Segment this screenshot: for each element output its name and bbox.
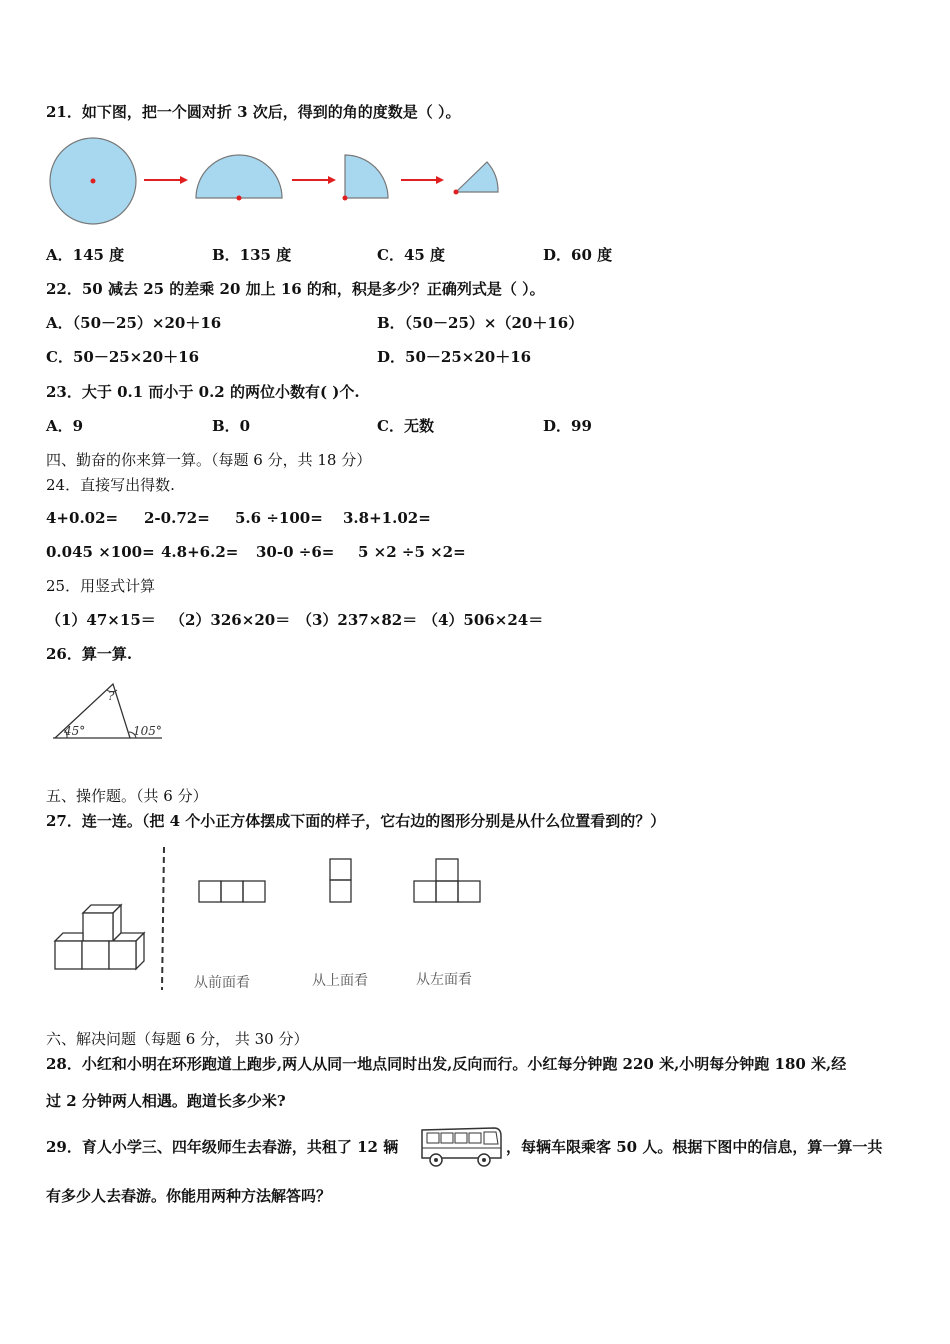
- q23-option-d[interactable]: D．99: [543, 417, 592, 435]
- q21-option-a[interactable]: A．145 度: [46, 246, 125, 264]
- center-dot: [454, 190, 459, 195]
- q26-stem: 26．算一算.: [46, 645, 133, 663]
- triangle-figure: [50, 680, 170, 742]
- q25-item: （2）326×20＝: [170, 611, 291, 629]
- q25-item: （3）237×82＝: [297, 611, 418, 629]
- bus-icon: [418, 1124, 504, 1170]
- center-dot: [237, 196, 242, 201]
- half-circle: [196, 155, 282, 198]
- q29-line1-end: ，每辆车限乘客 50 人。根据下图中的信息，算一算一共: [506, 1138, 883, 1156]
- view-label-left: 从左面看: [416, 972, 472, 988]
- q21-option-b[interactable]: B．135 度: [212, 246, 292, 264]
- cube-stack: [55, 905, 144, 969]
- q22-option-d[interactable]: D．50－25×20＋16: [377, 348, 532, 366]
- angle-45-label: 45°: [64, 724, 86, 738]
- circle-folding-figure: [46, 136, 506, 228]
- q25-stem: 25．用竖式计算: [46, 577, 156, 595]
- q22-stem: 22．50 减去 25 的差乘 20 加上 16 的和，积是多少？正确列式是（ ）。: [46, 280, 545, 298]
- q25-item: （1）47×15＝: [46, 611, 156, 629]
- q29-line1-start: 29．育人小学三、四年级师生去春游，共租了 12 辆: [46, 1138, 399, 1156]
- q23-option-a[interactable]: A．9: [46, 417, 84, 435]
- arrow-right-icon: [144, 176, 188, 184]
- q24-item: 4+0.02=: [46, 509, 119, 527]
- angle-105-label: 105°: [133, 724, 162, 738]
- q28-line2: 过 2 分钟两人相遇。跑道长多少米?: [46, 1092, 286, 1110]
- section-5-heading: 五、操作题。（共 6 分）: [46, 787, 208, 805]
- view-label-top: 从上面看: [312, 973, 368, 989]
- q25-item: （4）506×24＝: [423, 611, 544, 629]
- q22-option-a[interactable]: A．（50－25）×20＋16: [46, 314, 222, 332]
- center-dot: [343, 196, 348, 201]
- q27-stem: 27．连一连。（把 4 个小正方体摆成下面的样子，它右边的图形分别是从什么位置看到的？）: [46, 812, 666, 830]
- q22-option-c[interactable]: C．50－25×20＋16: [46, 348, 200, 366]
- section-4-heading: 四、勤奋的你来算一算。（每题 6 分，共 18 分）: [46, 451, 372, 469]
- front-view-shape: [199, 881, 265, 902]
- eighth-circle: [456, 162, 498, 192]
- q21-option-d[interactable]: D．60 度: [543, 246, 613, 264]
- q29-line2: 有多少人去春游。你能用两种方法解答吗？: [46, 1187, 332, 1205]
- q24-item: 3.8+1.02=: [343, 509, 431, 527]
- q23-option-b[interactable]: B．0: [212, 417, 251, 435]
- center-dot: [91, 179, 96, 184]
- q24-item: 0.045 ×100=: [46, 543, 155, 561]
- top-view-shape: [330, 859, 351, 902]
- q24-item: 30-0 ÷6=: [256, 543, 335, 561]
- cube-views-figure: [50, 845, 510, 995]
- q22-option-b[interactable]: B．（50－25）×（20＋16）: [377, 314, 584, 332]
- quarter-circle: [345, 155, 388, 198]
- q24-item: 5 ×2 ÷5 ×2=: [358, 543, 466, 561]
- section-6-heading: 六、解决问题（每题 6 分， 共 30 分）: [46, 1030, 309, 1048]
- arrow-right-icon: [401, 176, 444, 184]
- arrow-right-icon: [292, 176, 336, 184]
- q24-item: 4.8+6.2=: [161, 543, 239, 561]
- q21-stem: 21．如下图，把一个圆对折 3 次后，得到的角的度数是（ ）。: [46, 103, 461, 121]
- view-label-front: 从前面看: [194, 975, 250, 991]
- q24-stem: 24．直接写出得数.: [46, 476, 175, 494]
- q24-item: 5.6 ÷100=: [235, 509, 323, 527]
- left-view-shape: [414, 859, 480, 902]
- unknown-angle-label: ?: [108, 689, 115, 703]
- q23-option-c[interactable]: C．无数: [377, 417, 434, 435]
- q23-stem: 23．大于 0.1 而小于 0.2 的两位小数有( )个.: [46, 383, 360, 401]
- q28-line1: 28．小红和小明在环形跑道上跑步,两人从同一地点同时出发,反向而行。小红每分钟跑 220 米,小明每分钟跑 180 米,经: [46, 1055, 847, 1073]
- q21-option-c[interactable]: C．45 度: [377, 246, 446, 264]
- q24-item: 2-0.72=: [144, 509, 210, 527]
